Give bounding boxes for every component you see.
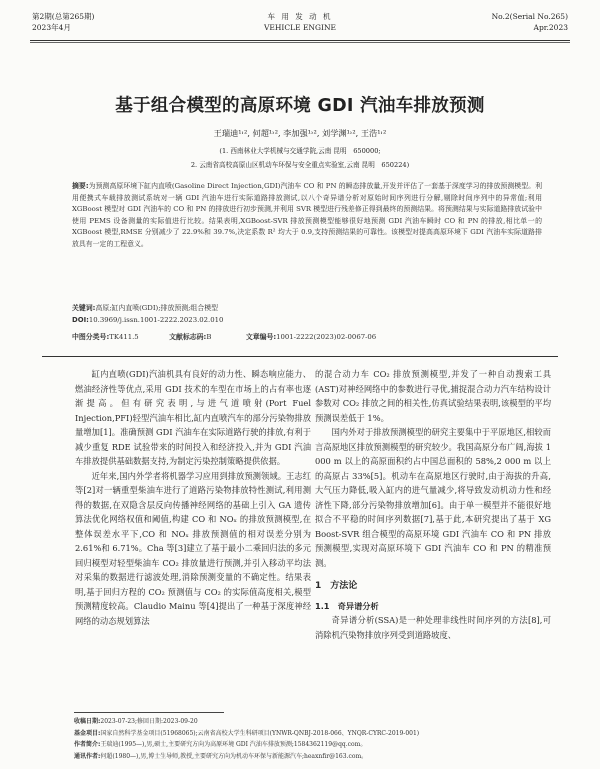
header-journal-en: VEHICLE ENGINE (263, 23, 336, 32)
body-paragraph: 奇异谱分析(SSA)是一种处理非线性时间序列的方法[8],可消除机汽染物排放序列受到道路坡度、 (315, 615, 551, 640)
body-paragraph: 缸内直喷(GDI)汽油机具有良好的动力性、瞬态响应能力、燃油经济性等优点,采用 GDI 技术的车型在市场上的占有率也逐渐提高。但有研究表明,与进气道喷射(Port Fuel Injection,PFI)轻型汽油车相比,缸内直喷汽车的部分污染物排放量增加[1]。准确预测 GDI 汽油车在实际道路行驶的排放,有利于减少重复 RDE 试验带来的时间投入和经济投入,并为 GDI 汽油车排放提供基础数据支持,为制定污染控制策略提供依据。 (75, 369, 311, 466)
section-heading: 1 方法论 (315, 581, 358, 591)
article-label: 文章编号: (245, 333, 277, 341)
paper-title: 基于组合模型的高原环境 GDI 汽油车排放预测 (115, 96, 485, 116)
footnote-funding: 基金项目:国家自然科学基金项目(51968065);云南省高校大学生科研项目(YNWR-QNBJ-2018-066、YNQR-CYRC-2019-001) (74, 729, 420, 737)
header-issue-en: No.2(Serial No.265) (491, 12, 568, 21)
running-header (0, 11, 600, 41)
header-rule (30, 40, 570, 41)
affiliation-1: (1. 西南林业大学机械与交通学院,云南 昆明 650000; (219, 147, 381, 155)
header-date: 2023年4月 (32, 23, 71, 32)
abstract-label: 摘要: (72, 182, 89, 190)
body-paragraph: 国内外对于排放预测模型的研究主要集中于平原地区,相较而言高原地区排放预测模型的研究较少。我国高原分布广阔,海拔 1 000 m 以上的高原面积约占中国总面积的 58%,2 000 m 以上的高原占 33%[5]。机动车在高原地区行驶时,由于海拔的升高,大气压力降低,吸入缸内的进气量减少,将导致发动机动力性和经济性下降,部分污染物排放增加[6]。由于单一模型并不能很好地拟合不平稳的时间序列数据[7],基于此,本研究提出了基于 XG Boost-SVR 组合模型的高原环境 GDI 汽油车 CO 和 PN 排放预测模型,实现对高原环境下 GDI 汽油车 CO 和 PN 的精准预测。 (315, 427, 551, 568)
footnote-corresponding: 通讯作者:何超(1980—),男,博士生导师,教授,主要研究方向为机动车环保与新能源汽车;heaxnfir@163.com。 (74, 752, 368, 760)
footnote-author: 作者简介:王瑞迪(1995—),男,硕士,主要研究方向为高原环境 GDI 汽油车排放预测;1584362119@qq.com。 (74, 741, 367, 748)
header-issue: 第2期(总第265期) (32, 12, 95, 21)
clc-label: 中图分类号: (72, 333, 110, 341)
footnotes (74, 716, 574, 762)
affiliation-2: 2. 云南省高校高原山区机动车环保与安全重点实验室,云南 昆明 650224) (190, 161, 410, 169)
author-list: 王瑞迪¹˒², 何超¹˒², 李加强¹˒², 刘学渊¹˒², 王浩¹˒² (213, 128, 387, 138)
body-column-right (315, 367, 551, 642)
abstract (72, 181, 542, 251)
keywords (72, 302, 218, 312)
abstract-text: 为预测高原环境下缸内直喷(Gasoline Direct Injection,GDI)汽油车 CO 和 PN 的瞬态排放量,开发并评估了一套基于深度学习的排放预测模型。利用便携式车载排放测试系统对一辆 GDI 汽油车进行实际道路排放测试,以八个奇异谱分析对原始时间序列进行分解,剔除时间序列中的异常值;利用 XGBoost 模型对 GDI 汽油车的 CO 和 PN 的排放进行初步预测,并利用 SVR 模型进行残差修正得到最终的预测结果。将预测结果与实际道路排放试验中使用 PEMS 设备测量的实际值进行比较。结果表明,XGBoost-SVR 排放预测模型能够很好地预测 GDI 汽油车瞬时 CO 和 PN 的排放,相比单一的 XGBoost 模型,RMSE 分别减少了 22.9%和 39.7%,决定系数 R² 均大于 0.9,支持预测结果的可靠性。该模型对提高高原环境下 GDI 汽油车实际道路排放具有一定的工程意义。 (72, 182, 542, 248)
doi-label: DOI: (72, 316, 89, 324)
article-value: 1001-2222(2023)02-0067-06 (276, 333, 377, 341)
body-column-left (75, 367, 311, 628)
doi (72, 316, 223, 324)
code-value: B (206, 333, 212, 341)
doi-text: 10.3969/j.issn.1001-2222.2023.02.010 (88, 316, 224, 324)
keywords-text: 高原;缸内直喷(GDI);排放预测;组合模型 (95, 304, 218, 312)
abstract-rule (42, 356, 558, 357)
header-journal-cn: 车 用 发 动 机 (267, 12, 333, 21)
classification-line (72, 331, 376, 341)
keywords-label: 关键词: (72, 304, 96, 312)
footnote-received: 收稿日期:2023-07-23;修回日期:2023-09-20 (74, 718, 198, 725)
code-label: 文献标志码: (169, 333, 207, 341)
footnote-rule (74, 712, 224, 713)
header-date-en: Apr.2023 (533, 23, 568, 32)
body-paragraph: 近年来,国内外学者将机器学习应用到排放预测领域。王志红等[2]对一辆重型柴油车进行了道路污染物排放特性测试,利用测得的数据,在双隐含层反向传播神经网络的基础上引入 GA 遗传算法优化网络权值和阈值,构建 CO 和 NOₓ 的排放预测模型,在整体误差水平下,CO 和 NOₓ 排放预测值的相对误差分别为 2.61%和 6.71%。Cha 等[3]建立了基于最小二乘回归法的多元回归模型对轻型柴油车 CO₂ 排放量进行预测,并引入移动平均法对采集的数据进行滤波处理,消除预测变量的不确定性。结果表明,基于回归方程的 CO₂ 预测值与 CO₂ 的实际值高度相关,模型预测精度较高。Claudio Mainu 等[4]提出了一种基于深度神经网络的动态规划算法 (75, 470, 311, 626)
clc-value: TK411.5 (109, 333, 139, 341)
subsection-heading: 1.1 奇异谱分析 (315, 600, 379, 611)
body-paragraph: 的混合动力车 CO₂ 排放预测模型,并发了一种自动搜索工具(AST)对神经网络中的参数进行寻优,捕捉混合动力汽车结构设计参数对 CO₂ 排放之间的相关性,仿真试验结果表明,该模型的平均预测误差低于 1%。 (315, 369, 551, 423)
header-right (492, 11, 568, 33)
header-rule-thin (30, 42, 570, 43)
